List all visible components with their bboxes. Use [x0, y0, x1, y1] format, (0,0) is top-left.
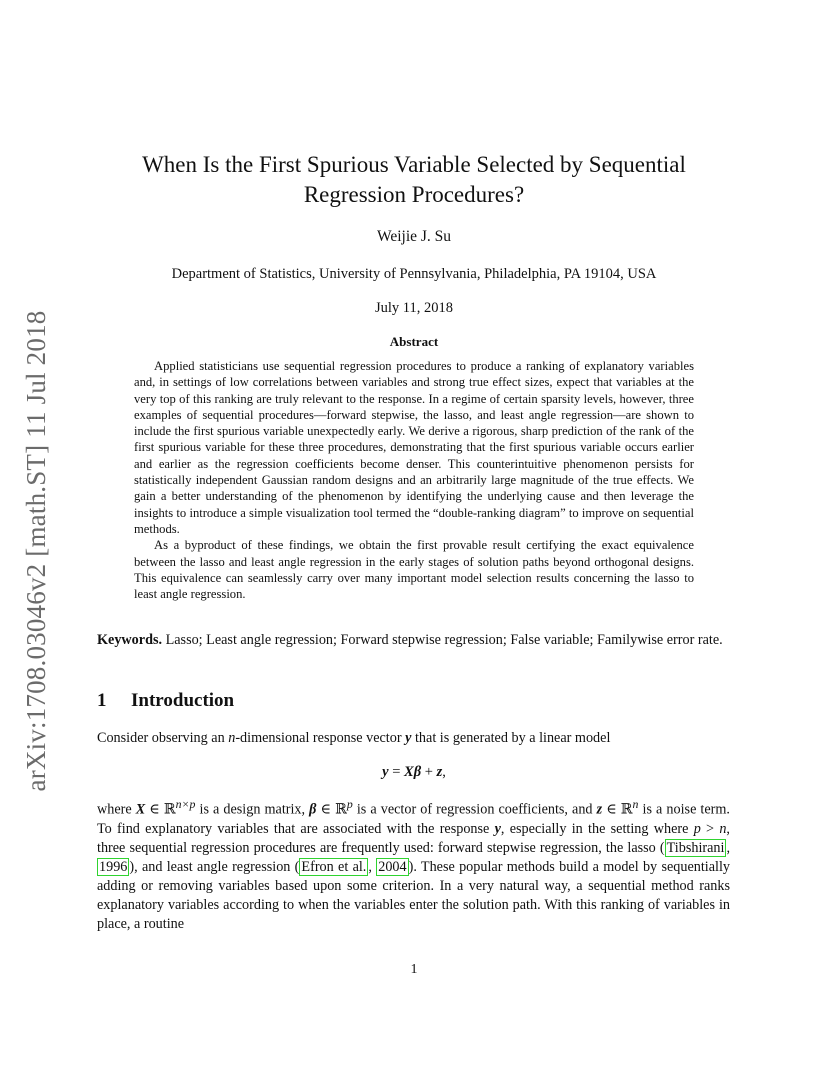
affiliation: Department of Statistics, University of Pennsylvania, Philadelphia, PA 19104, USA: [171, 266, 657, 282]
citation-author[interactable]: Tibshirani: [666, 839, 725, 856]
body-text: is a noise term. To find explanatory variables that are associated with the response: [97, 801, 730, 837]
body-text: ,: [726, 839, 730, 856]
keywords-text: Lasso; Least angle regression; Forward stepwise regression; False variable; Familywise error rate.: [165, 632, 723, 648]
citation-tibshirani-link[interactable]: [665, 839, 727, 857]
section-heading: [97, 690, 234, 712]
math-beta: β: [309, 801, 317, 818]
body-text: is a vector of regression coefficients, and: [352, 801, 597, 818]
abstract: [134, 358, 694, 602]
linear-model-equation: [0, 764, 828, 781]
math-X: X: [135, 801, 146, 818]
body-text: , three sequential regression procedures are frequently used: forward stepwise regression, the lasso (: [97, 820, 730, 856]
eq-y: y: [382, 764, 389, 780]
body-text: is a design matrix,: [195, 801, 310, 818]
citation-efron-link[interactable]: [299, 858, 368, 876]
eq-equals: =: [388, 764, 405, 780]
title-line-1: When Is the First Spurious Variable Selected by Sequential: [142, 152, 686, 177]
eq-X: X: [404, 764, 414, 780]
intro-text-c: that is generated by a linear model: [411, 730, 611, 746]
citation-1996-link[interactable]: [97, 858, 129, 876]
eq-beta: β: [413, 764, 422, 780]
math-n: n: [719, 820, 727, 837]
keywords: [97, 631, 730, 650]
math-p: p: [693, 820, 701, 837]
citation-year[interactable]: 2004: [378, 858, 407, 875]
section-number: 1: [97, 690, 107, 711]
math-sup-nxp: n×p: [175, 797, 196, 811]
citation-year[interactable]: 1996: [99, 858, 128, 875]
body-text: , especially in the setting where: [500, 820, 694, 837]
date: July 11, 2018: [374, 300, 453, 316]
abstract-paragraph-2: As a byproduct of these findings, we obtain the first provable result certifying the exact equivalence between the lasso and least angle regression in the early stages of solution paths beyond orthogonal designs. This equivalence can seamlessly carry over many important model selection results concerning the lasso to least angle regression.: [134, 538, 694, 602]
title-line-2: Regression Procedures?: [303, 182, 525, 207]
body-text: ), and least angle regression (: [129, 858, 300, 875]
arxiv-identifier: arXiv:1708.03046v2 [math.ST] 11 Jul 2018: [21, 310, 51, 792]
section-title: Introduction: [131, 690, 235, 711]
citation-author[interactable]: Efron et al.: [301, 858, 367, 875]
math-y: y: [405, 730, 412, 746]
eq-z: z: [436, 764, 443, 780]
body-text: ∈ ℝ: [316, 801, 347, 818]
math-y: y: [494, 820, 501, 837]
body-text: ∈ ℝ: [145, 801, 176, 818]
keywords-label: Keywords.: [97, 632, 163, 648]
body-text: ,: [368, 858, 377, 875]
intro-paragraph: [97, 795, 730, 934]
math-n: n: [228, 730, 236, 746]
eq-plus: +: [421, 764, 437, 780]
abstract-paragraph-1: Applied statisticians use sequential regression procedures to produce a ranking of explanatory variables and, in settings of low correlations between variables and strong true effect sizes, expect that variables at the very top of this ranking are truly relevant to the response. In a regime of certain sparsity levels, however, three examples of sequential procedures—forward stepwise, the lasso, and least angle regression—are shown to include the first spurious variable unexpectedly early. We derive a rigorous, sharp prediction of the rank of the first spurious variable for these three procedures, demonstrating that the first spurious variable occurs earlier and earlier as the regression coefficients become denser. This counterintuitive phenomenon persists for statistically independent Gaussian random designs and an arbitrarily large magnitude of the true effects. We gain a better understanding of the phenomenon by identifying the underlying cause and then leverage the insights to introduce a simple visualization tool termed the “double-ranking diagram” to improve on sequential methods.: [134, 359, 694, 536]
body-text: ∈ ℝ: [602, 801, 633, 818]
math-z: z: [596, 801, 603, 818]
intro-text-a: Consider observing an: [97, 730, 229, 746]
abstract-heading: Abstract: [389, 334, 439, 349]
body-text: >: [700, 820, 720, 837]
body-text: where: [97, 801, 136, 818]
citation-2004-link[interactable]: [376, 858, 408, 876]
math-sup-p: p: [346, 797, 353, 811]
intro-sentence: [97, 729, 730, 748]
paper-title: [100, 150, 728, 210]
page-number: 1: [410, 962, 418, 977]
math-sup-n: n: [632, 797, 639, 811]
eq-comma: ,: [442, 764, 446, 780]
author: Weijie J. Su: [376, 228, 452, 245]
body-text: ). These popular methods build a model by sequentially adding or removing variables based upon some criterion. In a very natural way, a sequential method ranks explanatory variables according to when the variables enter the solution path. With this ranking of variables in place, a routine: [97, 858, 731, 932]
intro-text-b: -dimensional response vector: [235, 730, 406, 746]
